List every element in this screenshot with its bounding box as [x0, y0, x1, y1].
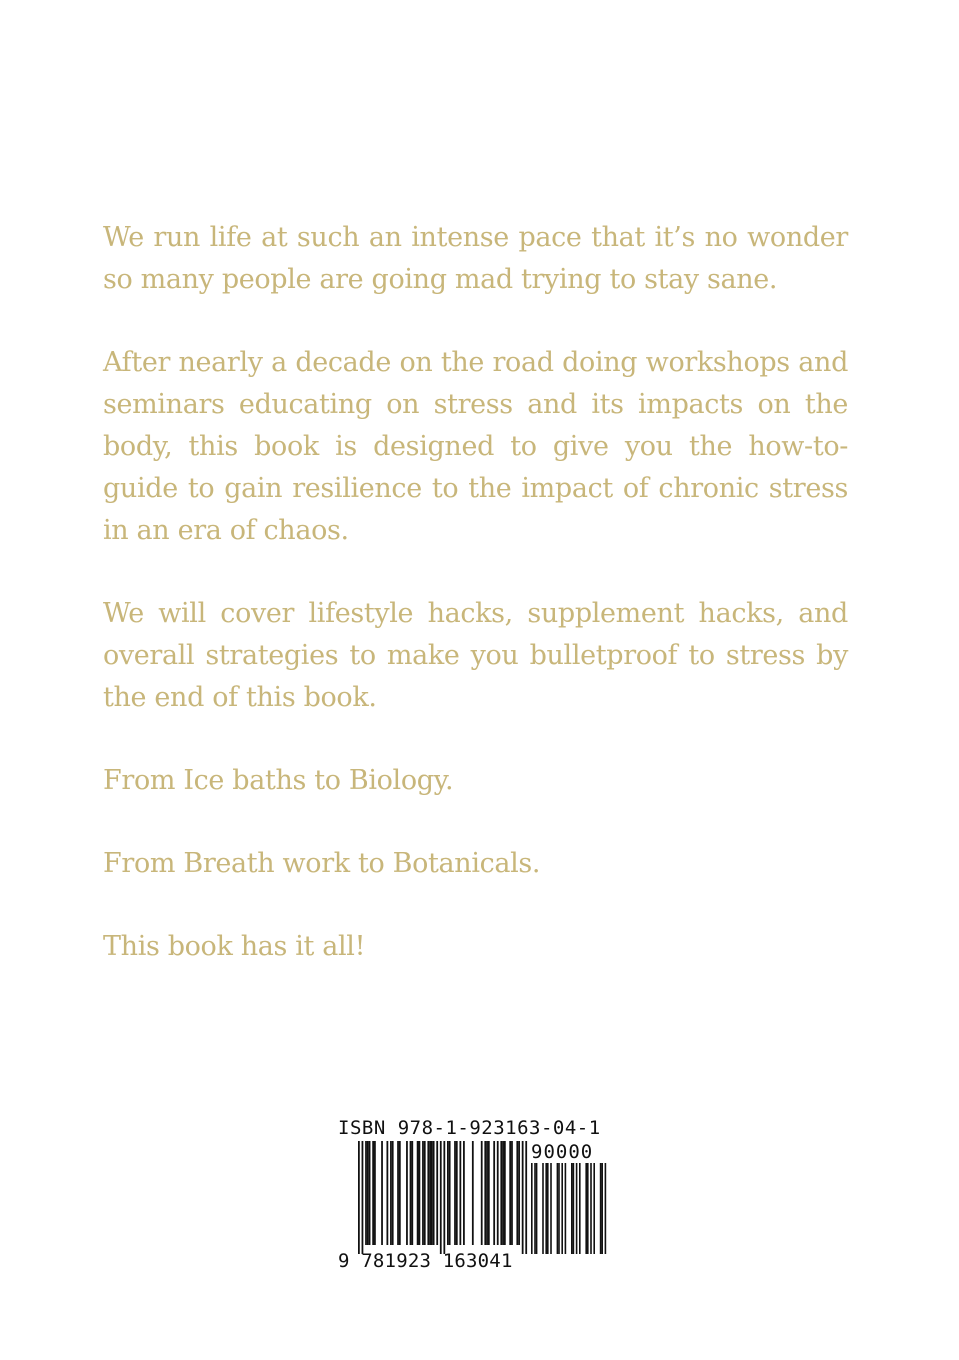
addon-bar: [536, 1163, 538, 1254]
barcode-bar: [497, 1141, 499, 1245]
barcode-bar: [511, 1141, 513, 1245]
barcode-bar: [447, 1141, 449, 1245]
blurb-paragraph-4: From Ice baths to Biology.: [103, 765, 454, 796]
barcode-bar: [427, 1141, 429, 1245]
barcode-bar: [367, 1141, 369, 1245]
addon-bar: [576, 1163, 578, 1254]
barcode-bar: [369, 1141, 371, 1245]
barcode-bar: [486, 1141, 488, 1245]
addon-bar: [601, 1163, 603, 1254]
barcode-bar: [463, 1141, 465, 1245]
barcode-bar: [390, 1141, 392, 1245]
barcode-bar: [365, 1141, 367, 1245]
addon-bar: [600, 1163, 602, 1254]
barcode-bar: [386, 1141, 388, 1245]
barcode-bar: [358, 1141, 360, 1254]
barcode-bar: [399, 1141, 401, 1245]
barcode-bar: [459, 1141, 461, 1245]
barcode-bar: [516, 1141, 518, 1245]
barcode-bar: [481, 1141, 483, 1245]
addon-bar: [557, 1163, 559, 1254]
blurb-paragraph-1: We run life at such an intense pace that it’s no wonder so many people are going mad trying to stay sane.: [103, 222, 848, 295]
addon-bar: [558, 1163, 560, 1254]
barcode-bar: [449, 1141, 451, 1245]
barcode-bar: [518, 1141, 520, 1245]
barcode-bar: [502, 1141, 504, 1245]
barcode-bar: [472, 1141, 474, 1245]
addon-bar: [565, 1163, 567, 1254]
barcode-bar: [424, 1141, 426, 1245]
ean-digits: 9 781923 163041: [338, 1250, 513, 1272]
addon-digits: 90000: [531, 1141, 594, 1163]
barcode-bar: [484, 1141, 486, 1245]
barcode-bar: [433, 1141, 435, 1245]
isbn-barcode: [338, 1117, 618, 1277]
barcode-bar: [440, 1141, 442, 1254]
barcode-bar: [431, 1141, 433, 1245]
barcode-bar: [456, 1141, 458, 1245]
addon-bar: [545, 1163, 547, 1254]
addon-bar: [593, 1163, 595, 1254]
addon-bar: [550, 1163, 552, 1254]
barcode-bar: [417, 1141, 419, 1245]
barcode-bar: [362, 1141, 364, 1254]
addon-bar: [561, 1163, 563, 1254]
blurb-paragraph-3: We will cover lifestyle hacks, supplement hacks, and overall strategies to make you bulletproof to stress by the end of this book.: [103, 598, 848, 713]
barcode-bar: [509, 1141, 511, 1245]
back-cover-blurb: [103, 217, 848, 1009]
addon-bar: [542, 1163, 544, 1254]
blurb-paragraph-2: After nearly a decade on the road doing workshops and seminars educating on stress and its impacts on the body, this book is designed to give you the how-to-guide to gain resilience to the impact of chronic stress in an era of chaos.: [103, 347, 848, 546]
barcode-bar: [454, 1141, 456, 1245]
addon-bar: [590, 1163, 592, 1254]
addon-bar: [579, 1163, 581, 1254]
addon-bar: [547, 1163, 549, 1254]
blurb-paragraph-6: This book has it all!: [103, 931, 366, 962]
barcode-bar: [406, 1141, 408, 1245]
addon-bar: [587, 1163, 589, 1254]
barcode-bar: [504, 1141, 506, 1245]
barcode-bar: [522, 1141, 524, 1254]
isbn-label: ISBN 978-1-923163-04-1: [338, 1117, 601, 1139]
barcode-bar: [374, 1141, 376, 1245]
barcode-bar: [410, 1141, 412, 1245]
barcode-bar: [493, 1141, 495, 1245]
barcode-bar: [500, 1141, 502, 1245]
addon-bar: [571, 1163, 573, 1254]
barcode-bar: [392, 1141, 394, 1245]
barcode-bar: [372, 1141, 374, 1245]
addon-bar: [585, 1163, 587, 1254]
barcode-bar: [436, 1141, 438, 1245]
addon-bar: [534, 1163, 536, 1254]
barcode-bar: [429, 1141, 431, 1245]
barcode-bar: [381, 1141, 383, 1245]
barcode-bar: [411, 1141, 413, 1245]
blurb-paragraph-5: From Breath work to Botanicals.: [103, 848, 541, 879]
addon-bar: [573, 1163, 575, 1254]
barcode-bar: [525, 1141, 527, 1254]
barcode-bar: [488, 1141, 490, 1245]
barcode-bar: [443, 1141, 445, 1254]
barcode-bar: [419, 1141, 421, 1245]
barcode-bar: [397, 1141, 399, 1245]
addon-bar: [605, 1163, 607, 1254]
addon-bar: [531, 1163, 533, 1254]
barcode-bar: [422, 1141, 424, 1245]
